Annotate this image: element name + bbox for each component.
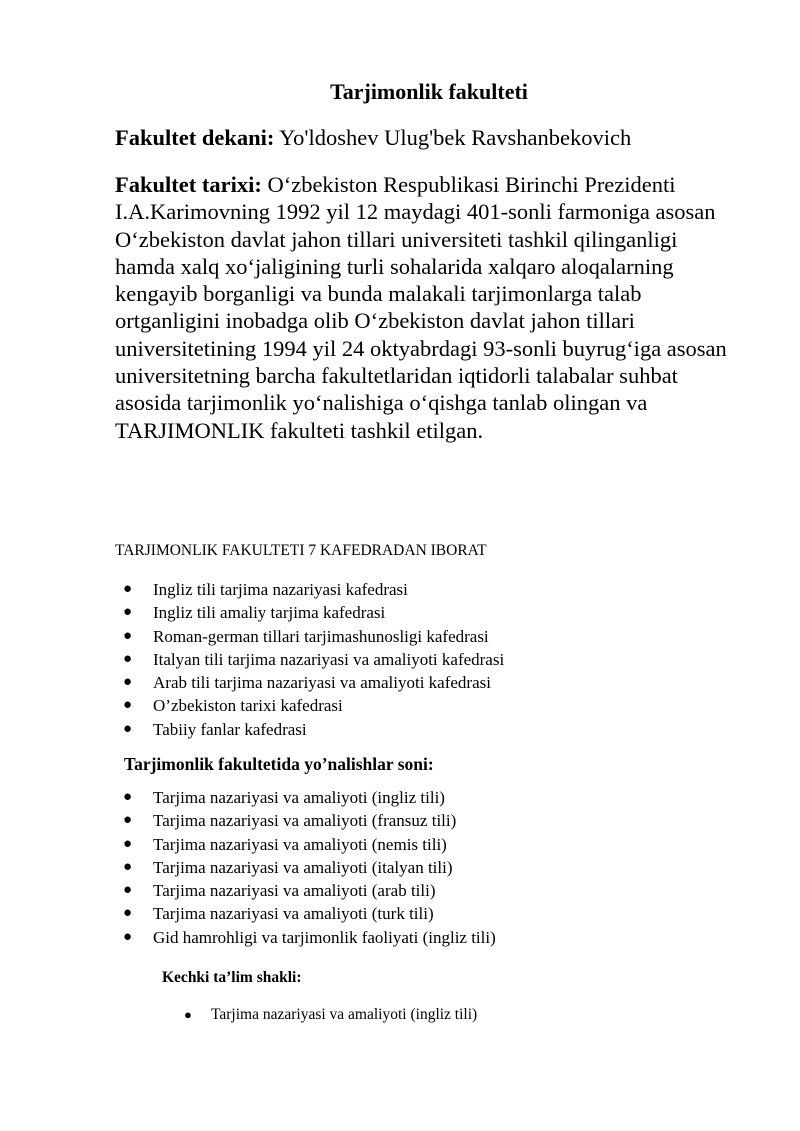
evening-list: [178, 1004, 477, 1026]
list-item-label: Italyan tili tarjima nazariyasi va amaliyoti kafedrasi: [153, 649, 505, 669]
list-item: [115, 926, 496, 949]
list-item: [115, 625, 504, 648]
bullet-dot-icon: ●: [123, 581, 133, 597]
bullet-dot-icon: ●: [123, 720, 133, 737]
list-item-label: Tarjima nazariyasi va amaliyoti (ingliz tili): [211, 1006, 478, 1023]
list-item: [115, 694, 504, 717]
directions-heading: Tarjimonlik fakultetida yo’nalishlar soni:: [124, 754, 434, 774]
dean-label: Fakultet dekani:: [115, 125, 275, 150]
bullet-dot-icon: ●: [123, 882, 133, 899]
bullet-dot-icon: ●: [123, 627, 133, 644]
bullet-dot-icon: ●: [123, 789, 133, 805]
bullet-dot-icon: ●: [123, 928, 133, 945]
dean-paragraph: [115, 123, 631, 153]
list-item-label: Tarjima nazariyasi va amaliyoti (italyan tili): [153, 857, 453, 877]
list-item: [115, 809, 496, 832]
list-item: [115, 578, 504, 601]
history-paragraph: [115, 171, 735, 444]
list-item: [115, 671, 504, 694]
bullet-dot-icon: ●: [123, 835, 133, 852]
list-item: [115, 648, 504, 671]
bullet-dot-icon: ●: [123, 674, 133, 691]
list-item: [115, 856, 496, 879]
list-item: [115, 833, 496, 856]
list-item-label: Tarjima nazariyasi va amaliyoti (ingliz tili): [153, 788, 445, 807]
list-item-label: Tarjima nazariyasi va amaliyoti (arab tili): [153, 881, 436, 901]
history-label: Fakultet tarixi:: [115, 172, 262, 197]
list-item-label: Roman-german tillari tarjimashunosligi kafedrasi: [153, 626, 489, 646]
list-item: [115, 718, 504, 741]
list-item-label: Tabiiy fanlar kafedrasi: [153, 719, 307, 739]
departments-heading: TARJIMONLIK FAKULTETI 7 KAFEDRADAN IBORAT: [115, 542, 487, 559]
dean-name: Yo'ldoshev Ulug'bek Ravshanbekovich: [274, 125, 632, 150]
bullet-dot-icon: ●: [123, 697, 133, 714]
list-item: [115, 601, 504, 624]
list-item-label: Tarjima nazariyasi va amaliyoti (turk tili): [153, 904, 434, 924]
list-item: [115, 879, 496, 902]
list-item-label: Tarjima nazariyasi va amaliyoti (nemis tili): [153, 834, 447, 854]
departments-list: [115, 578, 504, 741]
page-title: Tarjimonlik fakulteti: [330, 79, 528, 104]
list-item-label: Ingliz tili amaliy tarjima kafedrasi: [153, 603, 386, 623]
list-item-label: Tarjima nazariyasi va amaliyoti (fransuz tili): [153, 811, 457, 831]
bullet-dot-icon: ●: [123, 905, 133, 922]
list-item-label: Ingliz tili tarjima nazariyasi kafedrasi: [153, 580, 408, 599]
list-item-label: Arab tili tarjima nazariyasi va amaliyoti kafedrasi: [153, 673, 491, 693]
bullet-dot-icon: ●: [123, 858, 133, 875]
bullet-dot-icon: ●: [123, 812, 133, 829]
bullet-dot-icon: ●: [184, 1007, 192, 1022]
evening-heading: Kechki ta’lim shakli:: [162, 969, 302, 986]
bullet-dot-icon: ●: [123, 604, 133, 621]
bullet-dot-icon: ●: [123, 650, 133, 667]
list-item-label: O’zbekiston tarixi kafedrasi: [153, 696, 343, 716]
history-text: O‘zbekiston Respublikasi Birinchi Prezidenti I.A.Karimovning 1992 yil 12 maydagi 401-sonli farmoniga asosan O‘zbekiston davlat jahon tillari universiteti tashkil qilinganligi hamda xalq xo‘jaligining turli sohalarida xalqaro aloqalarning kengayib borganligi va bunda malakali tarjimonlarga talab ortganligini inobadga olib O‘zbekiston davlat jahon tillari universitetining 1994 yil 24 oktyabrdagi 93-sonli buyrug‘iga asosan universitetning barcha fakultetlaridan iqtidorli talabalar suhbat asosida tarjimonlik yo‘nalishiga o‘qishga tanlab olingan va TARJIMONLIK fakulteti tashkil etilgan.: [115, 172, 727, 443]
list-item: [115, 902, 496, 925]
list-item: [178, 1004, 477, 1026]
directions-list: [115, 786, 496, 949]
list-item: [115, 786, 496, 809]
list-item-label: Gid hamrohligi va tarjimonlik faoliyati (ingliz tili): [153, 927, 496, 947]
